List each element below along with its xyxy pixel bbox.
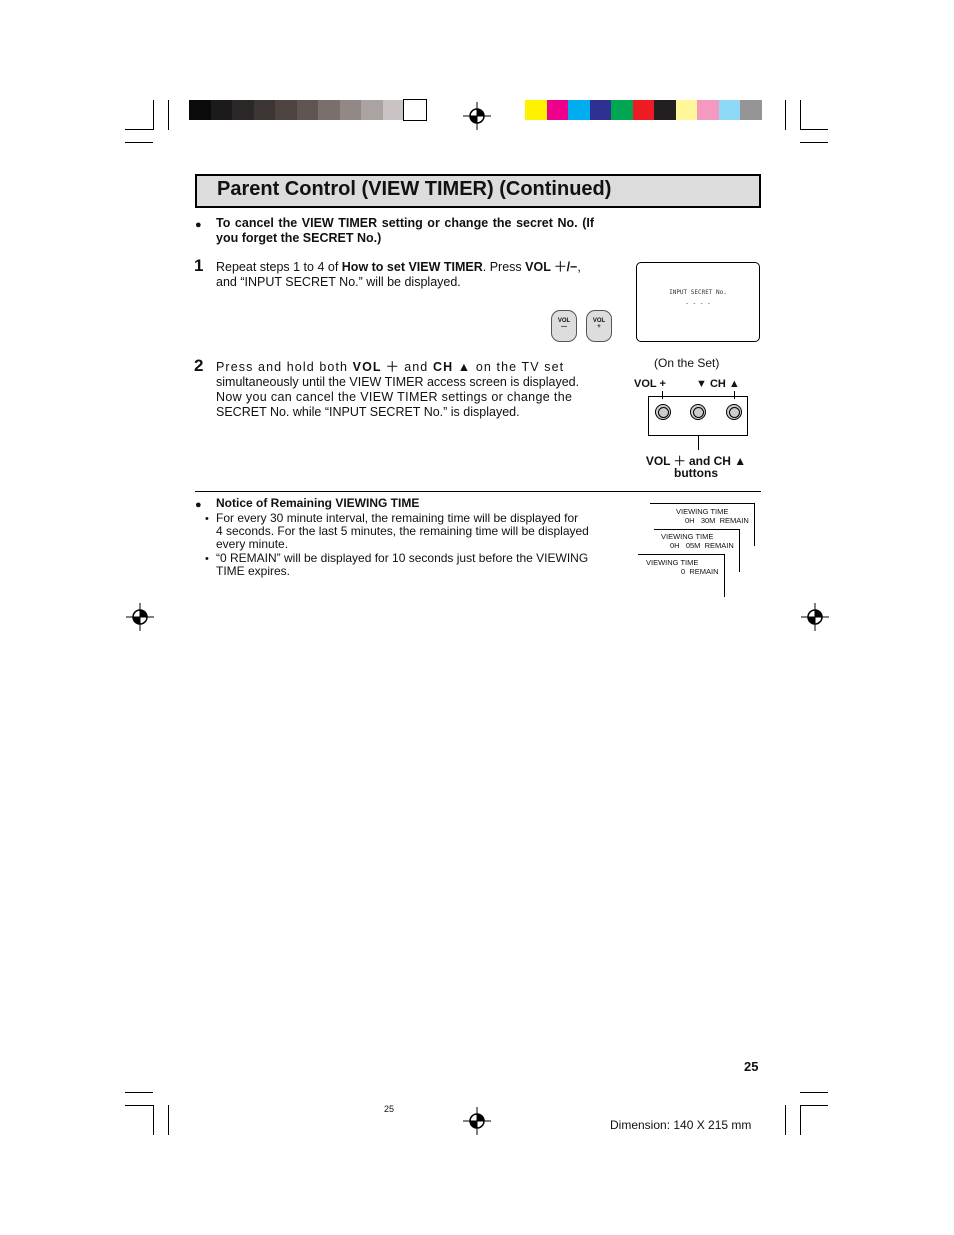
osd-line: 0 REMAIN	[681, 567, 719, 576]
intro-text: To cancel the VIEW TIMER setting or change the secret No. (If you forget the SECRET No.)	[216, 216, 594, 245]
osd-line: VIEWING TIME	[676, 507, 729, 516]
gray-swatch	[404, 100, 426, 120]
osd-line: VIEWING TIME	[646, 558, 699, 567]
vol-label: VOL	[592, 318, 606, 324]
crop-mark	[800, 100, 801, 130]
step2-ch-text: CH ▲	[432, 360, 472, 374]
color-swatch	[611, 100, 633, 120]
bullet-icon: ●	[195, 219, 202, 231]
notice-item-2	[216, 552, 588, 578]
osd-display-3	[646, 558, 719, 576]
color-swatch	[568, 100, 590, 120]
step1-line1	[216, 260, 581, 275]
gray-swatch	[361, 100, 383, 120]
vol-plus-knob-icon	[655, 404, 671, 420]
step1-text: Repeat steps 1 to 4 of	[216, 260, 342, 274]
step2-line3: Now you can cancel the VIEW TIMER settings or change the	[216, 390, 573, 404]
bullet-icon: •	[205, 553, 209, 565]
set-caption: (On the Set)	[654, 356, 720, 370]
notice-line: TIME expires.	[216, 564, 291, 578]
color-swatch	[740, 100, 762, 120]
step2-line4: SECRET No. while “INPUT SECRET No.” is displayed.	[216, 405, 520, 419]
dimension-text: Dimension: 140 X 215 mm	[610, 1118, 752, 1132]
crop-mark	[800, 129, 828, 130]
page-title: Parent Control (VIEW TIMER) (Continued)	[217, 178, 612, 200]
ch-label: ▼ CH ▲	[696, 378, 740, 390]
step2-line1	[216, 360, 593, 375]
osd-line: 0H 30M REMAIN	[685, 516, 749, 525]
gray-swatch	[189, 100, 211, 120]
notice-line: “0 REMAIN” will be displayed for 10 seconds just before the VIEWING	[216, 551, 589, 565]
crop-mark	[800, 1092, 828, 1093]
color-swatch	[719, 100, 741, 120]
vol-minus-button	[551, 310, 577, 342]
osd-frame-line	[724, 554, 725, 597]
gray-swatch	[297, 100, 319, 120]
gray-swatch	[211, 100, 233, 120]
ch-up-knob-icon	[726, 404, 742, 420]
color-swatch	[547, 100, 569, 120]
crop-mark	[800, 1105, 828, 1106]
crop-mark	[168, 100, 169, 130]
bullet-icon: ●	[195, 499, 202, 511]
gray-swatch	[275, 100, 297, 120]
registration-mark-icon	[801, 603, 829, 631]
crop-mark	[785, 100, 786, 130]
color-swatch	[697, 100, 719, 120]
step1-link-text: How to set VIEW TIMER	[341, 260, 483, 274]
osd-frame-line	[754, 503, 755, 546]
tv-screen	[636, 262, 760, 342]
color-swatch	[525, 100, 547, 120]
osd-frame-line	[638, 554, 725, 555]
step-number: 1	[194, 256, 204, 275]
osd-display-2	[661, 532, 734, 550]
crop-mark	[153, 100, 154, 130]
tv-screen-dashes: - - - -	[685, 300, 711, 307]
step2-text: Press and hold both	[216, 360, 353, 374]
minus-icon: —	[561, 324, 567, 330]
vol-plus-button	[586, 310, 612, 342]
osd-line: VIEWING TIME	[661, 532, 714, 541]
small-page-number: 25	[384, 1104, 395, 1114]
osd-frame-line	[650, 503, 754, 504]
notice-line: 4 seconds. For the last 5 minutes, the remaining time will be displayed	[216, 524, 589, 538]
color-swatch	[676, 100, 698, 120]
section-divider	[195, 491, 761, 492]
set-buttons-label: buttons	[674, 466, 718, 480]
registration-mark-icon	[463, 1107, 491, 1135]
notice-item-1	[216, 512, 589, 551]
notice-line: For every 30 minute interval, the remaining time will be displayed for	[216, 511, 579, 525]
notice-heading: Notice of Remaining VIEWING TIME	[216, 496, 420, 510]
gray-swatch	[340, 100, 362, 120]
vol-label: VOL	[557, 318, 571, 324]
step2-line2: simultaneously until the VIEW TIMER access screen is displayed.	[216, 375, 580, 389]
crop-mark	[125, 129, 153, 130]
crop-mark	[125, 1092, 153, 1093]
plus-icon: +	[597, 324, 601, 330]
step2-vol-text: VOL ＋	[352, 360, 400, 374]
crop-mark	[785, 1105, 786, 1135]
color-swatch	[654, 100, 676, 120]
crop-mark	[125, 1105, 153, 1106]
crop-mark	[800, 1105, 801, 1135]
color-swatch	[633, 100, 655, 120]
tv-screen-label: INPUT SECRET No.	[669, 289, 727, 296]
page-title-box	[195, 174, 761, 208]
set-buttons-label: VOL ＋ and CH ▲	[645, 454, 747, 468]
step2-text: on the TV set	[471, 360, 565, 374]
osd-display-1	[676, 507, 749, 525]
vol-plus-label: VOL +	[634, 378, 666, 390]
notice-line: every minute.	[216, 537, 289, 551]
step-number: 2	[194, 356, 204, 375]
crop-mark	[125, 142, 153, 143]
gray-swatch	[383, 100, 405, 120]
osd-frame-line	[654, 529, 740, 530]
color-swatch	[590, 100, 612, 120]
step2-text: and	[399, 360, 433, 374]
step1-text: ,	[577, 260, 581, 274]
step1-text: . Press	[482, 260, 526, 274]
step1-line2: and “INPUT SECRET No.” will be displayed.	[216, 275, 461, 289]
step1-vol-text: VOL ＋/−	[525, 260, 578, 274]
page-number: 25	[744, 1059, 759, 1074]
crop-mark	[800, 142, 828, 143]
bullet-icon: •	[205, 513, 209, 525]
registration-mark-icon	[126, 603, 154, 631]
pointer-line	[698, 436, 699, 450]
crop-mark	[168, 1105, 169, 1135]
osd-frame-line	[739, 529, 740, 572]
registration-mark-icon	[463, 102, 491, 130]
crop-mark	[153, 1105, 154, 1135]
gray-swatch	[318, 100, 340, 120]
gray-swatch	[254, 100, 276, 120]
gray-swatch	[232, 100, 254, 120]
osd-line: 0H 05M REMAIN	[670, 541, 734, 550]
ch-down-knob-icon	[690, 404, 706, 420]
